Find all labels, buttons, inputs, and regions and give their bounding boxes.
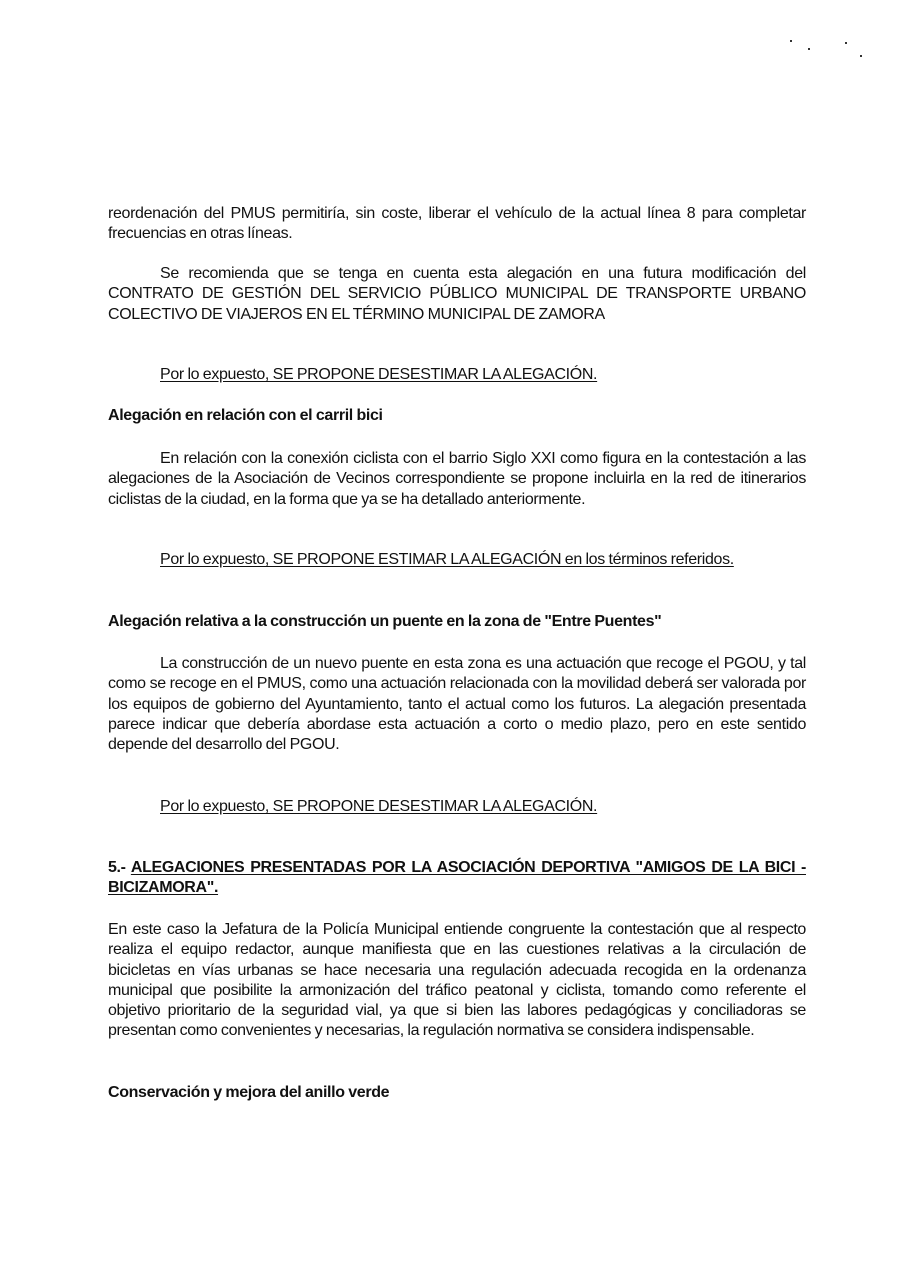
paragraph-carril-bici: En relación con la conexión ciclista con el barrio Siglo XXI como figura en la contestación a las alegaciones de la Asociación de Vecinos correspondiente se propone incluirla en la red de itinerarios ciclistas de la ciudad, en la forma que ya se ha detallado anteriormente. [108, 450, 806, 508]
paragraph-puente: La construcción de un nuevo puente en esta zona es una actuación que recoge el PGOU, y tal como se recoge en el PMUS, como una actuación relacionada con la movilidad deberá ser valorada por los equipos de gobierno del Ayuntamiento, tanto el actual como los futuros. La alegación presentada parece indicar que debería abordase esta actuación a corto o medio plazo, pero en este sentido depende del desarrollo del PGOU. [108, 655, 806, 754]
proposal-reject-1 [108, 365, 806, 385]
paragraph-pmus: reordenación del PMUS permitiría, sin coste, liberar el vehículo de la actual línea 8 para completar frecuencias en otras líneas. [108, 205, 806, 243]
paragraph-policia: En este caso la Jefatura de la Policía Municipal entiende congruente la contestación que al respecto realiza el equipo redactor, aunque manifiesta que en las cuestiones relativas a la circulación de bicicletas en vías urbanas se hace necesaria una regulación adecuada recogida en la ordenanza municipal que posibilite la armonización del tráfico peatonal y ciclista, tomando como referente el objetivo prioritario de la seguridad vial, ya que si bien las labores pedagógicas y conciliadoras se presentan como convenientes y necesarias, la regulación normativa se considera indispensable. [108, 921, 806, 1040]
heading-carril-bici: Alegación en relación con el carril bici [108, 407, 383, 424]
scan-speck [808, 48, 810, 50]
proposal-text: Por lo expuesto, SE PROPONE ESTIMAR LA ALEGACIÓN en los términos referidos. [160, 551, 734, 568]
proposal-text: Por lo expuesto, SE PROPONE DESESTIMAR LA ALEGACIÓN. [160, 366, 598, 383]
heading-puente: Alegación relativa a la construcción un puente en la zona de "Entre Puentes" [108, 613, 662, 630]
proposal-reject-2 [108, 797, 806, 817]
proposal-text: Por lo expuesto, SE PROPONE DESESTIMAR LA ALEGACIÓN. [160, 798, 598, 815]
scan-speck [845, 42, 847, 44]
section-title: ALEGACIONES PRESENTADAS POR LA ASOCIACIÓN DEPORTIVA "AMIGOS DE LA BICI - BICIZAMORA". [108, 859, 806, 897]
paragraph-recommendation: Se recomienda que se tenga en cuenta esta alegación en una futura modificación del CONTRATO DE GESTIÓN DEL SERVICIO PÚBLICO MUNICIPAL DE TRANSPORTE URBANO COLECTIVO DE VIAJEROS EN EL TÉRMINO MUNICIPAL DE ZAMORA [108, 265, 806, 323]
scan-speck [790, 40, 792, 42]
heading-anillo-verde: Conservación y mejora del anillo verde [108, 1084, 390, 1101]
scan-speck [860, 55, 862, 57]
section-heading-5 [108, 858, 806, 899]
section-number: 5.- [108, 859, 126, 876]
proposal-accept [108, 550, 806, 570]
